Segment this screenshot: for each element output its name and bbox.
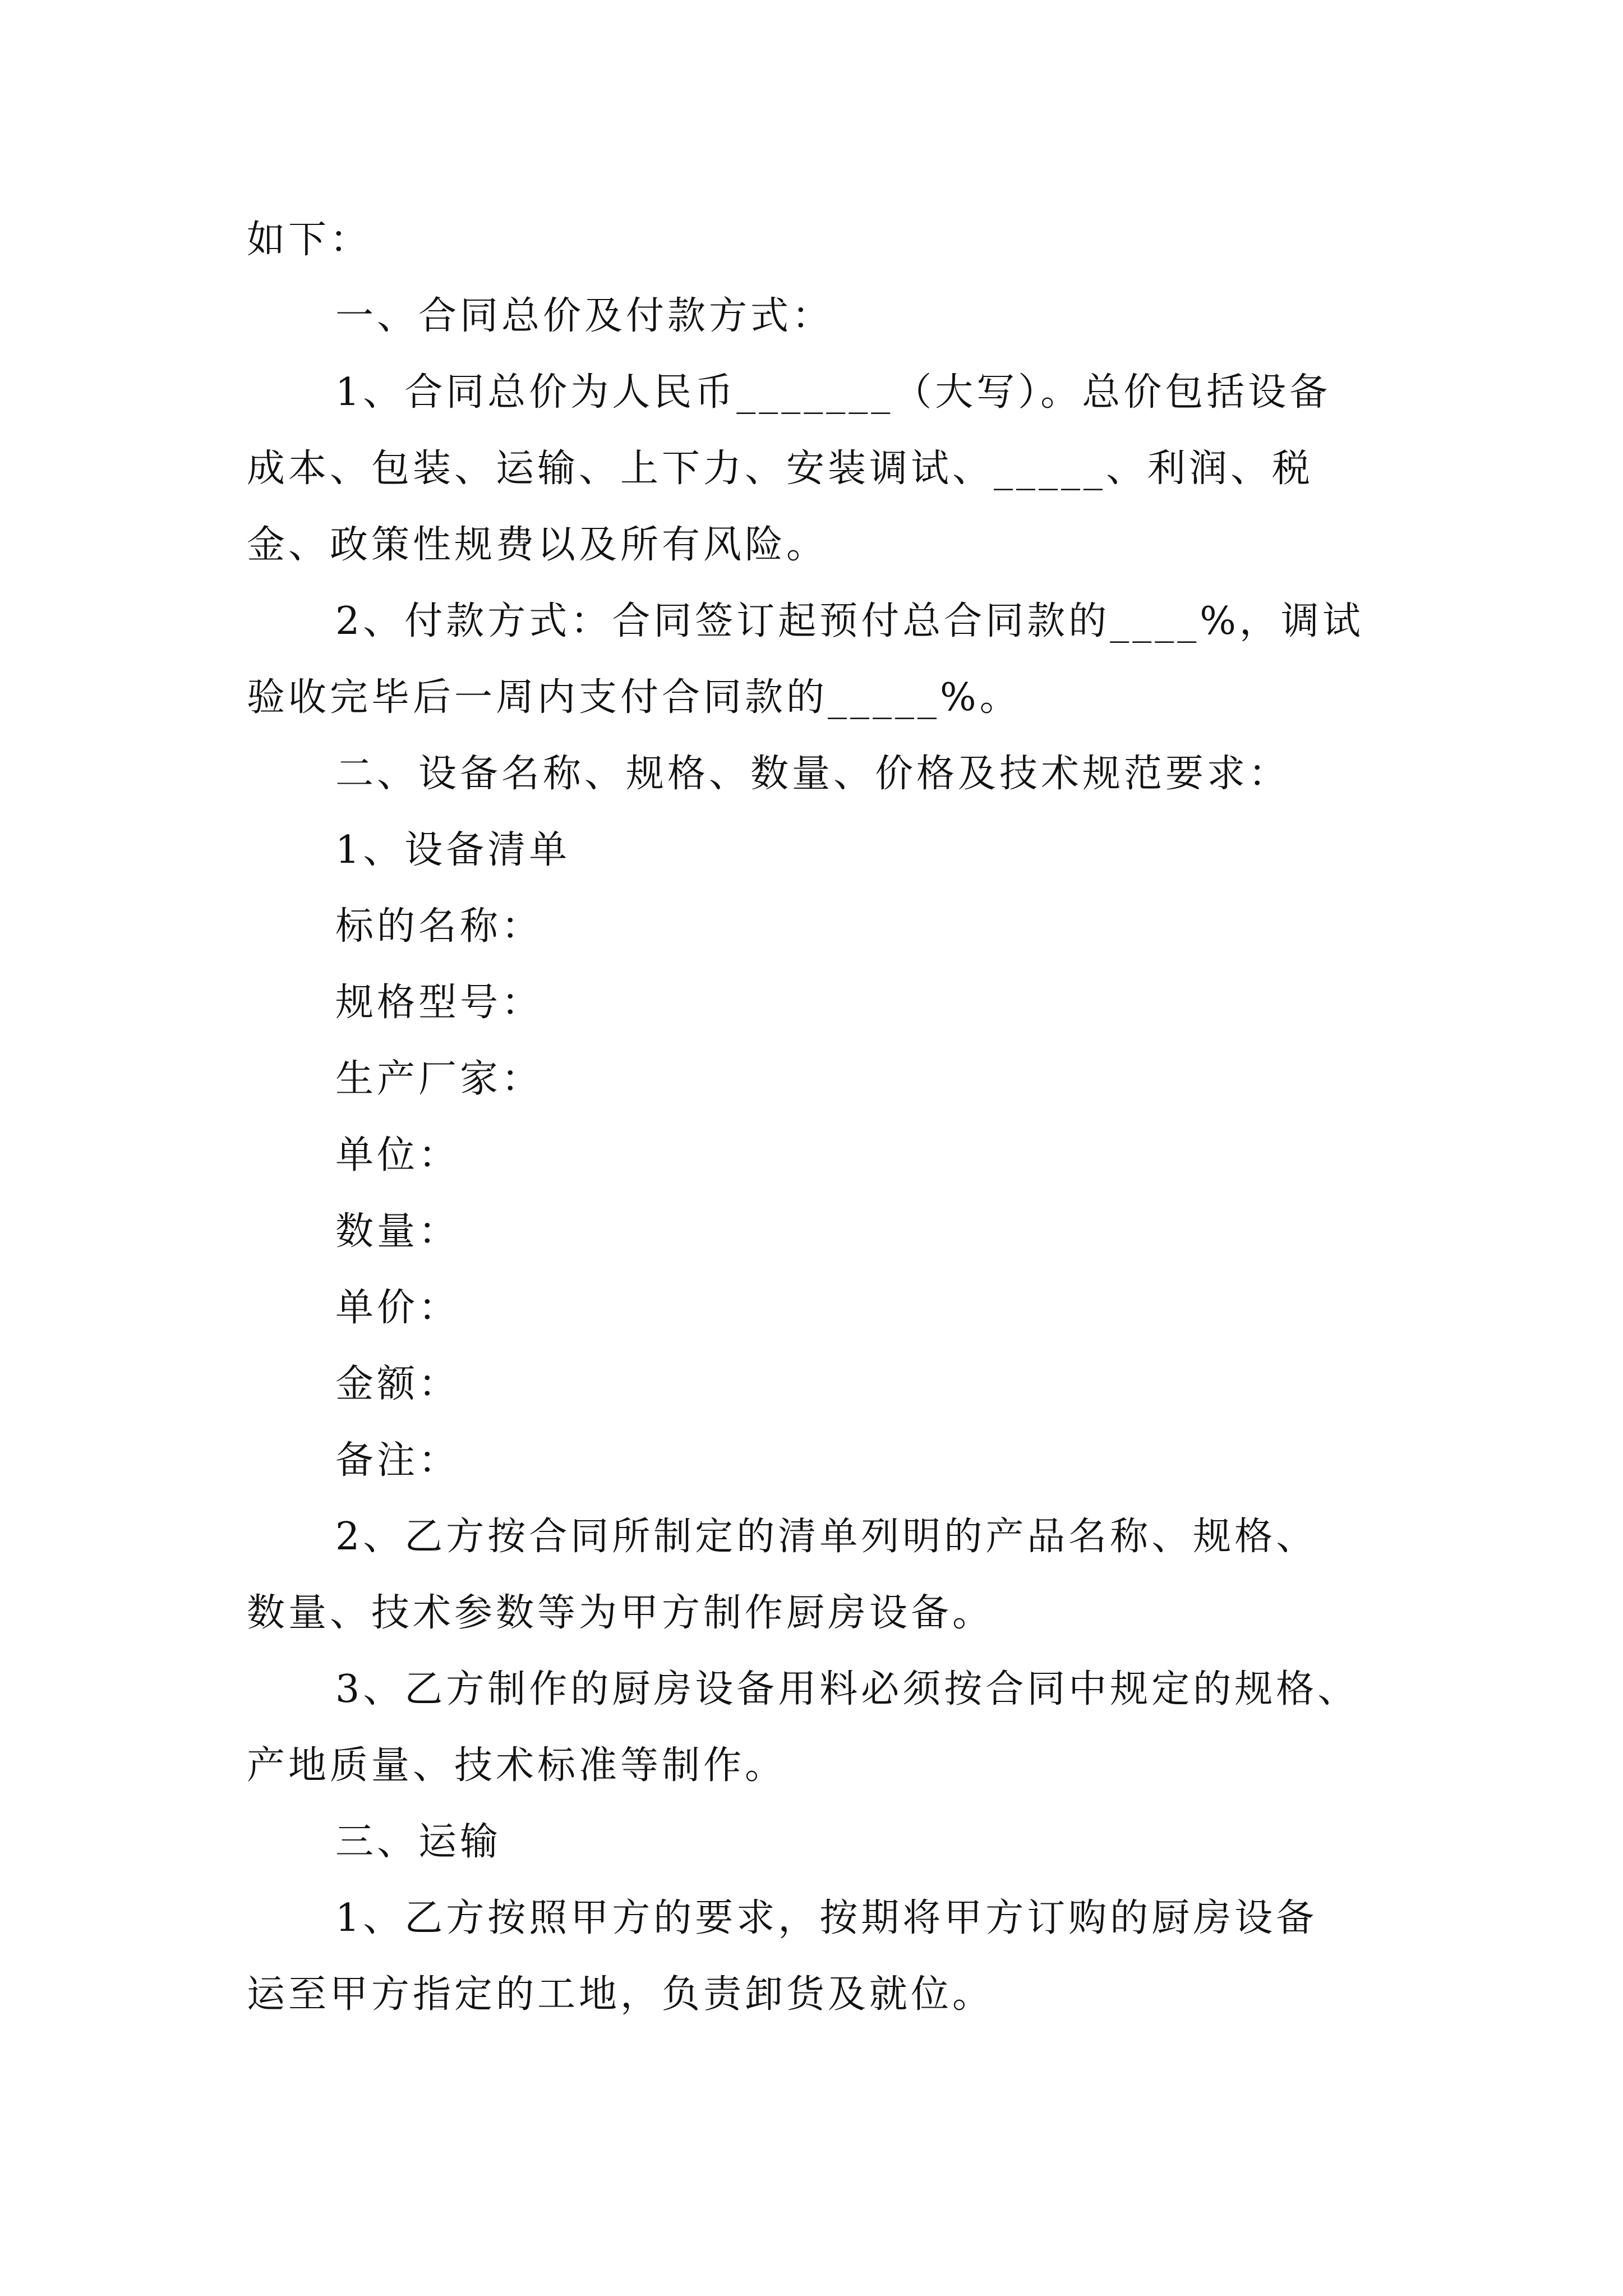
section-heading-transport: 三、运输	[335, 1820, 502, 1864]
paragraph-transport-line-1: 1、乙方按照甲方的要求，按期将甲方订购的厨房设备	[335, 1896, 1318, 1940]
paragraph-transport-line-2: 运至甲方指定的工地，负责卸货及就位。	[247, 1972, 994, 2017]
field-model: 规格型号：	[335, 981, 543, 1025]
paragraph-production-line-2: 数量、技术参数等为甲方制作厨房设备。	[247, 1591, 994, 1635]
paragraph-total-price-line-3: 金、政策性规费以及所有风险。	[247, 523, 828, 567]
field-quantity: 数量：	[335, 1209, 460, 1254]
paragraph-production-line-1: 2、乙方按合同所制定的清单列明的产品名称、规格、	[335, 1515, 1318, 1559]
paragraph-materials-line-1: 3、乙方制作的厨房设备用料必须按合同中规定的规格、	[335, 1667, 1359, 1711]
field-amount: 金额：	[335, 1362, 460, 1406]
paragraph-materials-line-2: 产地质量、技术标准等制作。	[247, 1743, 787, 1788]
paragraph-payment-line-1: 2、付款方式：合同签订起预付总合同款的____%，调试	[335, 599, 1364, 643]
paragraph-total-price-line-2: 成本、包装、运输、上下力、安装调试、_____、利润、税	[247, 447, 1314, 491]
document-body	[247, 202, 1380, 2033]
field-item-name: 标的名称：	[335, 904, 543, 949]
section-heading-equipment: 二、设备名称、规格、数量、价格及技术规范要求：	[335, 752, 1290, 796]
section-heading-price-payment: 一、合同总价及付款方式：	[335, 294, 834, 338]
text-line-intro: 如下：	[247, 218, 372, 262]
subheading-equipment-list: 1、设备清单	[335, 828, 571, 872]
field-manufacturer: 生产厂家：	[335, 1057, 543, 1101]
field-remarks: 备注：	[335, 1438, 460, 1483]
field-unit: 单位：	[335, 1133, 460, 1177]
field-unit-price: 单价：	[335, 1286, 460, 1330]
paragraph-total-price-line-1: 1、合同总价为人民币_______（大写）。总价包括设备	[335, 370, 1331, 415]
paragraph-payment-line-2: 验收完毕后一周内支付合同款的_____%。	[247, 675, 1021, 720]
